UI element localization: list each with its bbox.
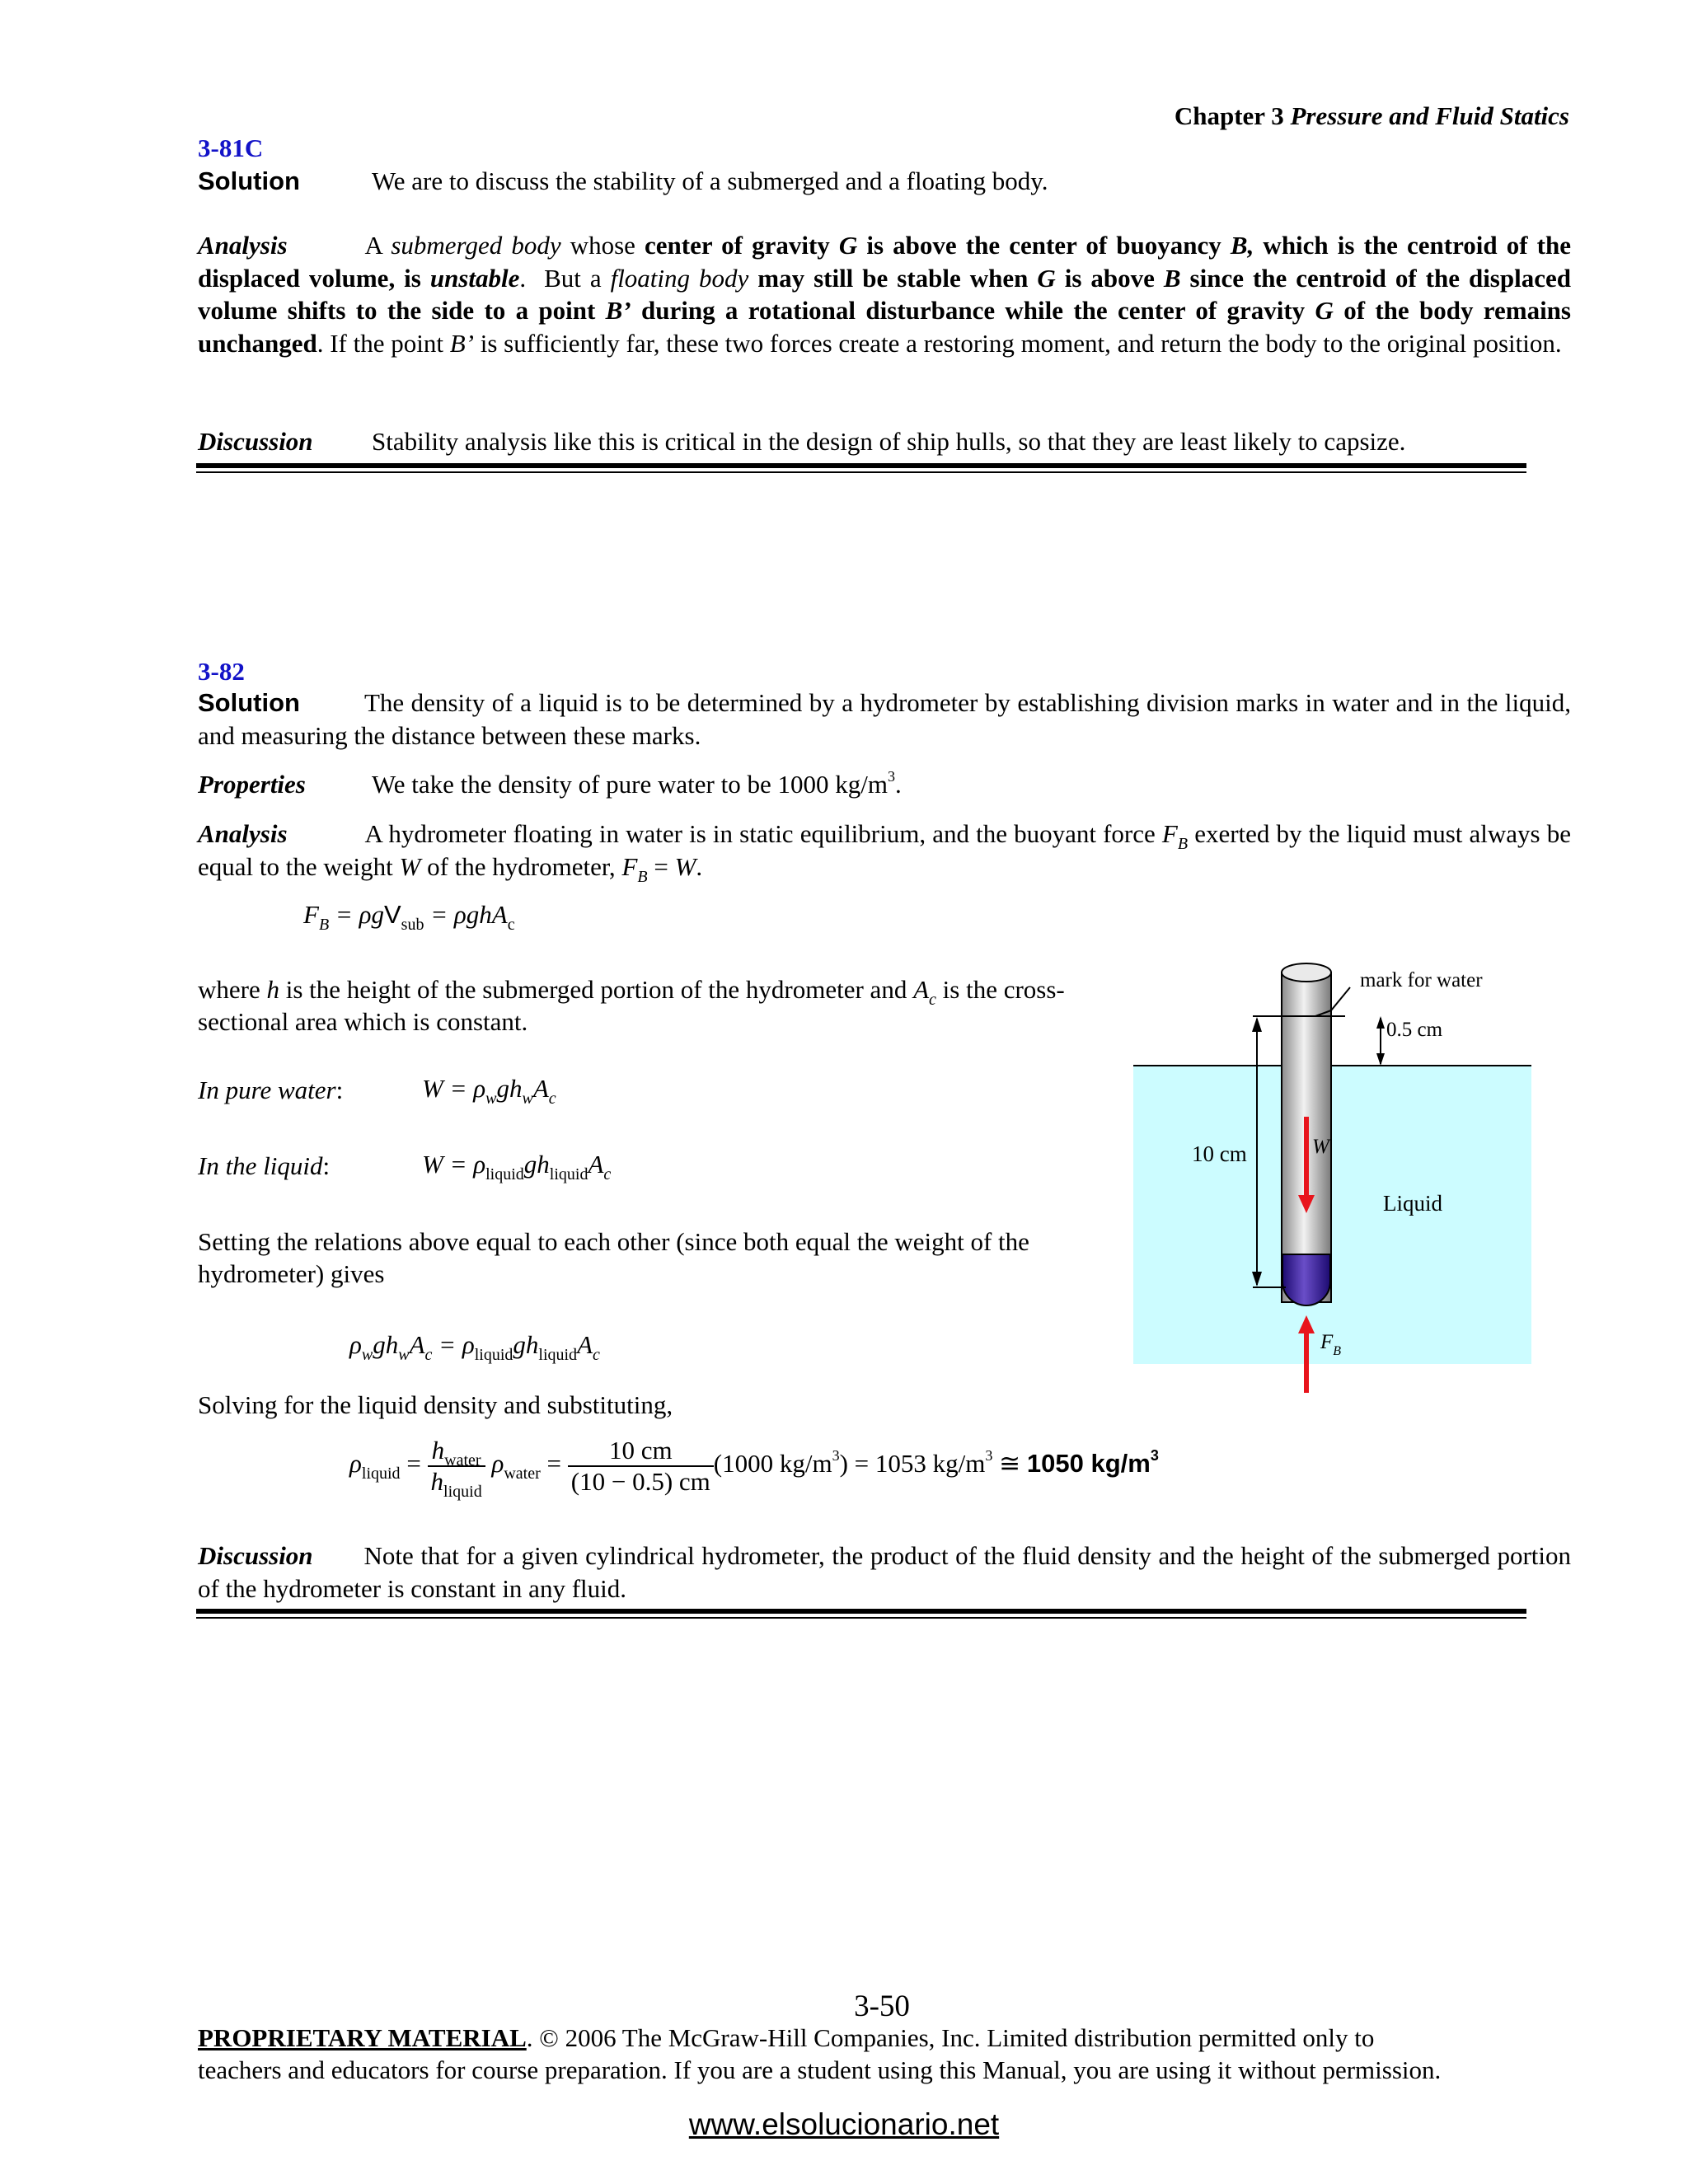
mark-for-water-label: mark for water	[1360, 969, 1483, 991]
where-paragraph: where h is the height of the submerged portion of the hydrometer and $A_c$ is the cross-sectional area which is constant.	[198, 975, 1065, 1036]
properties-text: We take the density of pure water to be 1000 kg/m	[372, 770, 888, 799]
setting-paragraph: Setting the relations above equal to each other (since both equal the weight of the hydrometer) gives	[198, 1227, 1029, 1288]
height-arrow-up	[1252, 1017, 1262, 1032]
liquid-label: In the liquid	[198, 1151, 323, 1180]
buoyancy-equation: $F_B = \rho gV_{sub} = \rho ghA_c$	[303, 900, 515, 934]
gap-label: 0.5 cm	[1386, 1019, 1443, 1041]
section-divider-thin	[196, 471, 1526, 473]
pure-water-line: In pure water:	[198, 1076, 344, 1104]
solving-text: Solving for the liquid density and substituting,	[198, 1390, 673, 1419]
gap-arrow-down	[1376, 1053, 1385, 1066]
chapter-number: Chapter 3	[1174, 101, 1284, 130]
gap-arrow-up	[1376, 1016, 1385, 1029]
pure-water-equation: $W = \rho_wgh_wA_c$	[422, 1074, 556, 1108]
problem-number-3-81c: 3-81C	[198, 134, 264, 162]
website-link[interactable]: www.elsolucionario.net	[688, 2107, 1000, 2141]
page-number: 3-50	[854, 1990, 910, 2023]
discussion-text: Stability analysis like this is critical in the design of ship hulls, so that they are least likely to capsize.	[372, 427, 1406, 456]
tube-top	[1282, 963, 1331, 982]
analysis-label: Analysis	[198, 819, 288, 848]
properties-line: Properties We take the density of pure water to be 1000 $kg/m^3$.	[198, 768, 902, 799]
result-value: 1050 kg/m	[1026, 1449, 1151, 1479]
proprietary-label: PROPRIETARY MATERIAL	[198, 2023, 527, 2052]
section-divider-thin	[196, 1617, 1526, 1619]
footer-line-2: teachers and educators for course preparation. If you are a student using this Manual, you are using it without permission.	[198, 2055, 1442, 2084]
buoyancy-label: $F_B$	[1320, 1331, 1342, 1358]
equality-equation: $\rho_wgh_wA_c = \rho_{liquid}gh_{liquid}A_c$	[349, 1330, 600, 1364]
analysis-text-1: A hydrometer floating in water is in static equilibrium, and the buoyant force	[364, 819, 1162, 848]
analysis-text-3: of the hydrometer,	[420, 851, 622, 881]
analysis-label: Analysis	[198, 231, 288, 260]
density-result-equation: $\rho_{liquid}$ = $\frac{h_{water}}{h_{liquid}}$ $\rho_{water}$ = $\frac{10 cm}{(10 - 0.5) cm}$ (1000 $kg/m^3) = 1053$ $kg/m^3$ ≅ 1050 $kg/m^3$	[349, 1436, 1159, 1501]
liquid-line: In the liquid:	[198, 1151, 331, 1180]
weight-label: W	[1312, 1136, 1329, 1158]
liquid-equation: $W = \rho_{liquid}gh_{liquid}A_c$	[422, 1150, 612, 1183]
chapter-title: Pressure and Fluid Statics	[1290, 101, 1569, 130]
chapter-header	[1175, 100, 1569, 132]
solution-paragraph-3-82	[198, 687, 1571, 752]
hydrometer-figure	[1129, 956, 1533, 1401]
discussion-label: Discussion	[198, 1541, 313, 1570]
liquid-label: Liquid	[1383, 1191, 1442, 1216]
properties-label: Properties	[198, 770, 306, 799]
liquid-region	[1133, 1066, 1531, 1364]
solution-text: We are to discuss the stability of a submerged and a floating body.	[372, 166, 1048, 195]
section-divider	[196, 463, 1526, 468]
pure-water-label: In pure water	[198, 1076, 336, 1104]
solution-label: Solution	[198, 166, 300, 195]
discussion-label: Discussion	[198, 427, 313, 456]
hydrometer-bulb	[1282, 1254, 1330, 1305]
section-divider	[196, 1609, 1526, 1614]
solution-label: Solution	[198, 688, 300, 717]
analysis-text-2: exerted by the liquid must always be equal to the weight	[198, 819, 1572, 881]
height-label: 10 cm	[1192, 1141, 1247, 1166]
footer-line-1	[198, 2022, 1374, 2054]
analysis-paragraph-3-81c: Analysis A submerged body whose center of gravity G is above the center of buoyancy B, which is the centroid of the displaced volume, is unstable. But a floating body may still be stable when G is above B since the centroid of the displaced volume shifts to the side to a point B’ during a rotational disturbance while the center of gravity G of the body remains unchanged. If the point B’ is sufficiently far, these two forces create a restoring moment, and return the body to the original position.	[198, 231, 1571, 358]
footer-text-1: . © 2006 The McGraw-Hill Companies, Inc. Limited distribution permitted only to	[526, 2023, 1375, 2052]
analysis-paragraph-3-82: Analysis A hydrometer floating in water is in static equilibrium, and the buoyant force $F_B$ exerted by the liquid must always be equal to the weight W of the hydrometer, $F_B = W$.	[198, 819, 1572, 886]
discussion-paragraph-3-82	[198, 1540, 1571, 1605]
problem-number-3-82: 3-82	[198, 657, 245, 686]
discussion-text: Note that for a given cylindrical hydrometer, the product of the fluid density and the height of the submerged portion of the hydrometer is constant in any fluid.	[198, 1541, 1571, 1603]
solution-text: The density of a liquid is to be determined by a hydrometer by establishing division marks in water and in the liquid, and measuring the distance between these marks.	[198, 688, 1571, 750]
